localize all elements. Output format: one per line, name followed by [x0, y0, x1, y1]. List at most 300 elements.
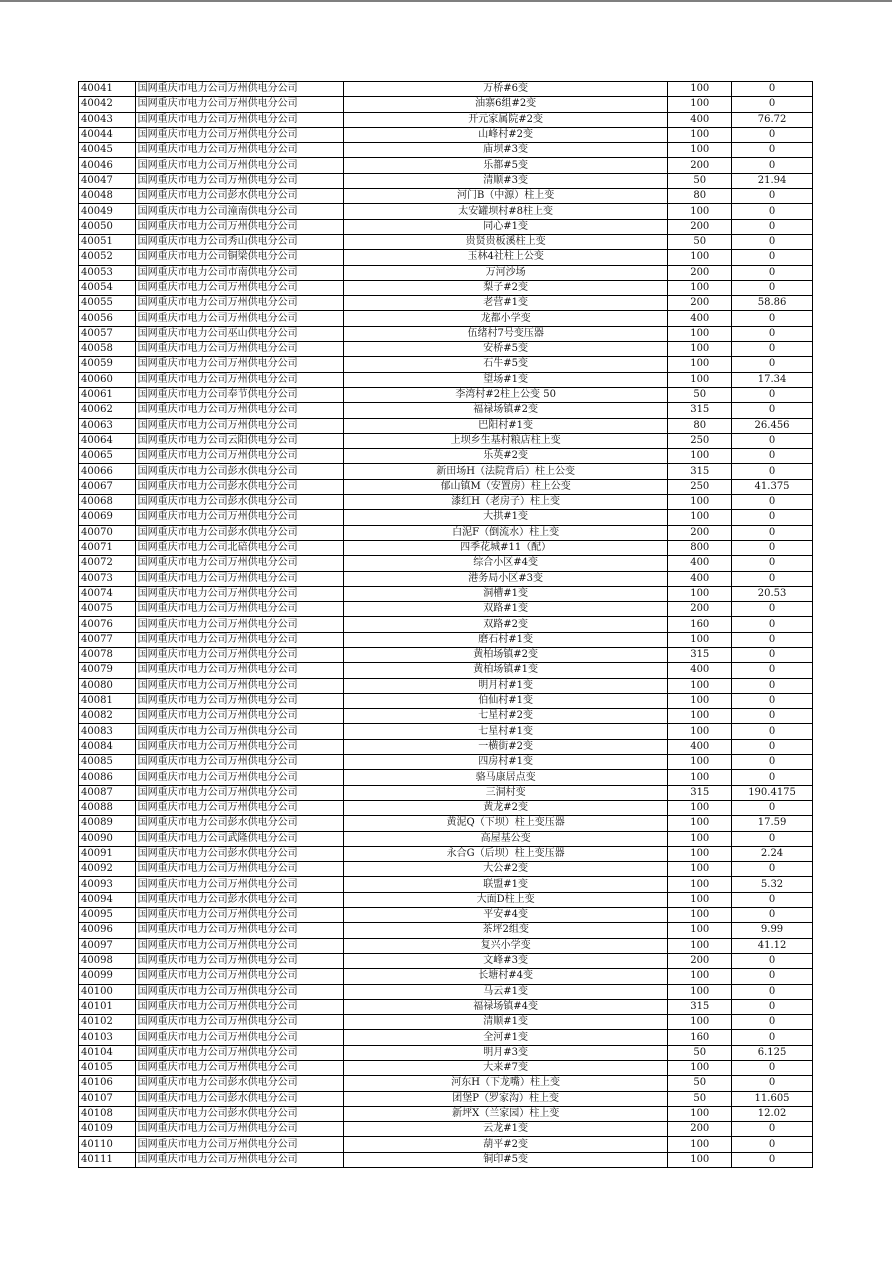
table-row [79, 571, 813, 586]
row-id-cell: 40073 [79, 571, 136, 586]
company-cell: 国网重庆市电力公司万州供电分公司 [135, 127, 343, 142]
row-id-cell: 40057 [79, 326, 136, 341]
transformer-name-cell: 团堡P（罗家沟）柱上变 [343, 1091, 668, 1106]
transformer-name-cell: 巴阳村#1变 [343, 418, 668, 433]
table-row [79, 540, 813, 555]
capacity-cell: 100 [668, 449, 732, 464]
table-row [79, 357, 813, 372]
table-row [79, 418, 813, 433]
table-row [79, 311, 813, 326]
capacity-cell: 100 [668, 816, 732, 831]
table-row [79, 984, 813, 999]
capacity-cell: 80 [668, 189, 732, 204]
value-cell: 0 [732, 617, 813, 632]
row-id-cell: 40050 [79, 219, 136, 234]
transformer-name-cell: 伍绪村7号变压器 [343, 326, 668, 341]
capacity-cell: 100 [668, 1106, 732, 1121]
company-cell: 国网重庆市电力公司万州供电分公司 [135, 158, 343, 173]
row-id-cell: 40047 [79, 173, 136, 188]
capacity-cell: 400 [668, 311, 732, 326]
row-id-cell: 40059 [79, 357, 136, 372]
company-cell: 国网重庆市电力公司万州供电分公司 [135, 342, 343, 357]
row-id-cell: 40089 [79, 816, 136, 831]
value-cell: 0 [732, 969, 813, 984]
value-cell: 0 [732, 755, 813, 770]
row-id-cell: 40053 [79, 265, 136, 280]
company-cell: 国网重庆市电力公司市南供电分公司 [135, 265, 343, 280]
company-cell: 国网重庆市电力公司万州供电分公司 [135, 800, 343, 815]
value-cell: 0 [732, 280, 813, 295]
row-id-cell: 40104 [79, 1045, 136, 1060]
transformer-name-cell: 大公#2变 [343, 862, 668, 877]
value-cell: 0 [732, 387, 813, 402]
company-cell: 国网重庆市电力公司万州供电分公司 [135, 724, 343, 739]
capacity-cell: 100 [668, 586, 732, 601]
company-cell: 国网重庆市电力公司彭水供电分公司 [135, 1106, 343, 1121]
capacity-cell: 100 [668, 831, 732, 846]
company-cell: 国网重庆市电力公司万州供电分公司 [135, 755, 343, 770]
capacity-cell: 100 [668, 800, 732, 815]
table-row [79, 969, 813, 984]
capacity-cell: 100 [668, 82, 732, 97]
table-row [79, 387, 813, 402]
table-row [79, 846, 813, 861]
company-cell: 国网重庆市电力公司云阳供电分公司 [135, 433, 343, 448]
transformer-name-cell: 庙坝#3变 [343, 143, 668, 158]
transformer-name-cell: 石牛#5变 [343, 357, 668, 372]
table-row [79, 219, 813, 234]
capacity-cell: 250 [668, 433, 732, 448]
company-cell: 国网重庆市电力公司彭水供电分公司 [135, 892, 343, 907]
transformer-name-cell: 黄龙#2变 [343, 800, 668, 815]
row-id-cell: 40045 [79, 143, 136, 158]
company-cell: 国网重庆市电力公司万州供电分公司 [135, 678, 343, 693]
row-id-cell: 40072 [79, 556, 136, 571]
capacity-cell: 200 [668, 265, 732, 280]
company-cell: 国网重庆市电力公司万州供电分公司 [135, 296, 343, 311]
transformer-name-cell: 大拱#1变 [343, 510, 668, 525]
value-cell: 0 [732, 770, 813, 785]
table-row [79, 326, 813, 341]
table-row [79, 112, 813, 127]
row-id-cell: 40069 [79, 510, 136, 525]
company-cell: 国网重庆市电力公司万州供电分公司 [135, 862, 343, 877]
transformer-name-cell: 明月村#1变 [343, 678, 668, 693]
value-cell: 0 [732, 632, 813, 647]
value-cell: 9.99 [732, 923, 813, 938]
table-row [79, 892, 813, 907]
transformer-name-cell: 福禄场镇#2变 [343, 403, 668, 418]
value-cell: 41.12 [732, 938, 813, 953]
capacity-cell: 400 [668, 112, 732, 127]
capacity-cell: 100 [668, 495, 732, 510]
company-cell: 国网重庆市电力公司彭水供电分公司 [135, 525, 343, 540]
table-row [79, 663, 813, 678]
capacity-cell: 100 [668, 1152, 732, 1167]
company-cell: 国网重庆市电力公司万州供电分公司 [135, 418, 343, 433]
row-id-cell: 40075 [79, 602, 136, 617]
row-id-cell: 40087 [79, 785, 136, 800]
row-id-cell: 40110 [79, 1137, 136, 1152]
table-row [79, 1045, 813, 1060]
transformer-name-cell: 李湾村#2柱上公变 50 [343, 387, 668, 402]
table-row [79, 479, 813, 494]
row-id-cell: 40101 [79, 999, 136, 1014]
capacity-cell: 50 [668, 387, 732, 402]
capacity-cell: 100 [668, 724, 732, 739]
value-cell: 0 [732, 495, 813, 510]
table-row [79, 617, 813, 632]
company-cell: 国网重庆市电力公司潼南供电分公司 [135, 204, 343, 219]
row-id-cell: 40093 [79, 877, 136, 892]
company-cell: 国网重庆市电力公司万州供电分公司 [135, 449, 343, 464]
value-cell: 0 [732, 800, 813, 815]
value-cell: 5.32 [732, 877, 813, 892]
transformer-name-cell: 乐英#2变 [343, 449, 668, 464]
capacity-cell: 200 [668, 953, 732, 968]
row-id-cell: 40056 [79, 311, 136, 326]
table-row [79, 82, 813, 97]
capacity-cell: 800 [668, 540, 732, 555]
transformer-name-cell: 马云#1变 [343, 984, 668, 999]
transformer-name-cell: 洞槽#1变 [343, 586, 668, 601]
value-cell: 0 [732, 693, 813, 708]
table-row [79, 693, 813, 708]
table-row [79, 1137, 813, 1152]
transformer-name-cell: 黄柏场镇#1变 [343, 663, 668, 678]
company-cell: 国网重庆市电力公司彭水供电分公司 [135, 816, 343, 831]
capacity-cell: 100 [668, 1015, 732, 1030]
capacity-cell: 100 [668, 357, 732, 372]
transformer-name-cell: 伯仙村#1变 [343, 693, 668, 708]
transformer-table [78, 81, 813, 1168]
value-cell: 0 [732, 678, 813, 693]
row-id-cell: 40044 [79, 127, 136, 142]
table-row [79, 1030, 813, 1045]
row-id-cell: 40084 [79, 739, 136, 754]
row-id-cell: 40077 [79, 632, 136, 647]
row-id-cell: 40105 [79, 1061, 136, 1076]
company-cell: 国网重庆市电力公司铜梁供电分公司 [135, 250, 343, 265]
transformer-name-cell: 茶坪2组变 [343, 923, 668, 938]
transformer-name-cell: 永合G（后坝）柱上变压器 [343, 846, 668, 861]
value-cell: 0 [732, 265, 813, 280]
value-cell: 0 [732, 984, 813, 999]
company-cell: 国网重庆市电力公司万州供电分公司 [135, 219, 343, 234]
transformer-name-cell: 双路#1变 [343, 602, 668, 617]
row-id-cell: 40054 [79, 280, 136, 295]
table-row [79, 1106, 813, 1121]
capacity-cell: 315 [668, 999, 732, 1014]
company-cell: 国网重庆市电力公司万州供电分公司 [135, 357, 343, 372]
row-id-cell: 40046 [79, 158, 136, 173]
company-cell: 国网重庆市电力公司万州供电分公司 [135, 663, 343, 678]
transformer-name-cell: 贵贤贵板溪柱上变 [343, 234, 668, 249]
capacity-cell: 400 [668, 739, 732, 754]
capacity-cell: 100 [668, 969, 732, 984]
value-cell: 0 [732, 953, 813, 968]
value-cell: 0 [732, 999, 813, 1014]
transformer-name-cell: 漆红H（老房子）柱上变 [343, 495, 668, 510]
value-cell: 0 [732, 1076, 813, 1091]
row-id-cell: 40103 [79, 1030, 136, 1045]
value-cell: 17.34 [732, 372, 813, 387]
company-cell: 国网重庆市电力公司万州供电分公司 [135, 923, 343, 938]
row-id-cell: 40055 [79, 296, 136, 311]
company-cell: 国网重庆市电力公司万州供电分公司 [135, 311, 343, 326]
table-row [79, 296, 813, 311]
row-id-cell: 40108 [79, 1106, 136, 1121]
capacity-cell: 100 [668, 770, 732, 785]
table-row [79, 97, 813, 112]
capacity-cell: 160 [668, 617, 732, 632]
table-row [79, 785, 813, 800]
company-cell: 国网重庆市电力公司万州供电分公司 [135, 953, 343, 968]
capacity-cell: 50 [668, 1045, 732, 1060]
transformer-name-cell: 黄柏场镇#2变 [343, 647, 668, 662]
capacity-cell: 400 [668, 571, 732, 586]
row-id-cell: 40062 [79, 403, 136, 418]
value-cell: 0 [732, 158, 813, 173]
row-id-cell: 40049 [79, 204, 136, 219]
table-row [79, 464, 813, 479]
company-cell: 国网重庆市电力公司奉节供电分公司 [135, 387, 343, 402]
capacity-cell: 100 [668, 846, 732, 861]
company-cell: 国网重庆市电力公司万州供电分公司 [135, 938, 343, 953]
row-id-cell: 40043 [79, 112, 136, 127]
table-row [79, 953, 813, 968]
table-row [79, 1076, 813, 1091]
value-cell: 20.53 [732, 586, 813, 601]
transformer-name-cell: 港务局小区#3变 [343, 571, 668, 586]
value-cell: 0 [732, 908, 813, 923]
company-cell: 国网重庆市电力公司万州供电分公司 [135, 586, 343, 601]
transformer-name-cell: 油寨6组#2变 [343, 97, 668, 112]
transformer-name-cell: 葫平#2变 [343, 1137, 668, 1152]
value-cell: 0 [732, 892, 813, 907]
transformer-name-cell: 望场#1变 [343, 372, 668, 387]
table-row [79, 586, 813, 601]
value-cell: 0 [732, 571, 813, 586]
value-cell: 0 [732, 647, 813, 662]
table-row [79, 755, 813, 770]
value-cell: 0 [732, 724, 813, 739]
company-cell: 国网重庆市电力公司万州供电分公司 [135, 280, 343, 295]
transformer-name-cell: 七星村#2变 [343, 709, 668, 724]
row-id-cell: 40079 [79, 663, 136, 678]
company-cell: 国网重庆市电力公司万州供电分公司 [135, 1061, 343, 1076]
company-cell: 国网重庆市电力公司彭水供电分公司 [135, 495, 343, 510]
table-row [79, 678, 813, 693]
transformer-name-cell: 山峰村#2变 [343, 127, 668, 142]
table-row [79, 204, 813, 219]
row-id-cell: 40106 [79, 1076, 136, 1091]
capacity-cell: 100 [668, 342, 732, 357]
table-row [79, 173, 813, 188]
capacity-cell: 100 [668, 908, 732, 923]
company-cell: 国网重庆市电力公司万州供电分公司 [135, 571, 343, 586]
table-row [79, 510, 813, 525]
capacity-cell: 315 [668, 647, 732, 662]
transformer-name-cell: 大面D柱上变 [343, 892, 668, 907]
table-row [79, 632, 813, 647]
value-cell: 0 [732, 1061, 813, 1076]
transformer-name-cell: 梨子#2变 [343, 280, 668, 295]
capacity-cell: 100 [668, 510, 732, 525]
table-row [79, 1015, 813, 1030]
table-row [79, 403, 813, 418]
value-cell: 2.24 [732, 846, 813, 861]
transformer-name-cell: 四季花城#11（配） [343, 540, 668, 555]
value-cell: 21.94 [732, 173, 813, 188]
value-cell: 0 [732, 433, 813, 448]
company-cell: 国网重庆市电力公司万州供电分公司 [135, 617, 343, 632]
value-cell: 76.72 [732, 112, 813, 127]
table-row [79, 265, 813, 280]
table-row [79, 433, 813, 448]
company-cell: 国网重庆市电力公司万州供电分公司 [135, 969, 343, 984]
capacity-cell: 200 [668, 525, 732, 540]
transformer-name-cell: 清顺#3变 [343, 173, 668, 188]
table-row [79, 143, 813, 158]
company-cell: 国网重庆市电力公司万州供电分公司 [135, 510, 343, 525]
row-id-cell: 40081 [79, 693, 136, 708]
row-id-cell: 40080 [79, 678, 136, 693]
value-cell: 0 [732, 709, 813, 724]
row-id-cell: 40088 [79, 800, 136, 815]
table-row [79, 862, 813, 877]
row-id-cell: 40109 [79, 1122, 136, 1137]
company-cell: 国网重庆市电力公司万州供电分公司 [135, 999, 343, 1014]
table-row [79, 602, 813, 617]
table-row [79, 158, 813, 173]
row-id-cell: 40042 [79, 97, 136, 112]
capacity-cell: 100 [668, 923, 732, 938]
value-cell: 0 [732, 510, 813, 525]
value-cell: 0 [732, 540, 813, 555]
transformer-name-cell: 文峰#3变 [343, 953, 668, 968]
value-cell: 26.456 [732, 418, 813, 433]
row-id-cell: 40068 [79, 495, 136, 510]
row-id-cell: 40066 [79, 464, 136, 479]
capacity-cell: 50 [668, 1091, 732, 1106]
row-id-cell: 40060 [79, 372, 136, 387]
capacity-cell: 100 [668, 693, 732, 708]
capacity-cell: 100 [668, 709, 732, 724]
transformer-name-cell: 郁山镇M（安置房）柱上公变 [343, 479, 668, 494]
capacity-cell: 100 [668, 984, 732, 999]
company-cell: 国网重庆市电力公司万州供电分公司 [135, 82, 343, 97]
transformer-name-cell: 清顺#1变 [343, 1015, 668, 1030]
table-row [79, 908, 813, 923]
capacity-cell: 50 [668, 173, 732, 188]
transformer-name-cell: 综合小区#4变 [343, 556, 668, 571]
transformer-name-cell: 开元家属院#2变 [343, 112, 668, 127]
company-cell: 国网重庆市电力公司万州供电分公司 [135, 877, 343, 892]
transformer-name-cell: 双路#2变 [343, 617, 668, 632]
row-id-cell: 40076 [79, 617, 136, 632]
company-cell: 国网重庆市电力公司万州供电分公司 [135, 372, 343, 387]
transformer-name-cell: 七星村#1变 [343, 724, 668, 739]
capacity-cell: 100 [668, 326, 732, 341]
capacity-cell: 315 [668, 785, 732, 800]
company-cell: 国网重庆市电力公司万州供电分公司 [135, 632, 343, 647]
row-id-cell: 40098 [79, 953, 136, 968]
value-cell: 0 [732, 250, 813, 265]
table-row [79, 342, 813, 357]
transformer-name-cell: 万河沙场 [343, 265, 668, 280]
value-cell: 0 [732, 219, 813, 234]
capacity-cell: 100 [668, 204, 732, 219]
value-cell: 0 [732, 862, 813, 877]
capacity-cell: 100 [668, 1061, 732, 1076]
capacity-cell: 100 [668, 280, 732, 295]
capacity-cell: 400 [668, 663, 732, 678]
capacity-cell: 200 [668, 158, 732, 173]
capacity-cell: 100 [668, 877, 732, 892]
transformer-name-cell: 上坝乡生基村粮店柱上变 [343, 433, 668, 448]
row-id-cell: 40097 [79, 938, 136, 953]
table-row [79, 1152, 813, 1167]
transformer-name-cell: 平安#4变 [343, 908, 668, 923]
row-id-cell: 40061 [79, 387, 136, 402]
company-cell: 国网重庆市电力公司彭水供电分公司 [135, 846, 343, 861]
company-cell: 国网重庆市电力公司万州供电分公司 [135, 709, 343, 724]
company-cell: 国网重庆市电力公司万州供电分公司 [135, 739, 343, 754]
table-row [79, 1061, 813, 1076]
page-top-rule [0, 0, 892, 2]
transformer-name-cell: 四房村#1变 [343, 755, 668, 770]
row-id-cell: 40065 [79, 449, 136, 464]
transformer-name-cell: 新田场H（法院背后）柱上公变 [343, 464, 668, 479]
company-cell: 国网重庆市电力公司万州供电分公司 [135, 1015, 343, 1030]
transformer-name-cell: 乐都#5变 [343, 158, 668, 173]
value-cell: 12.02 [732, 1106, 813, 1121]
value-cell: 0 [732, 97, 813, 112]
row-id-cell: 40071 [79, 540, 136, 555]
row-id-cell: 40063 [79, 418, 136, 433]
value-cell: 0 [732, 127, 813, 142]
capacity-cell: 100 [668, 632, 732, 647]
transformer-name-cell: 大来#7变 [343, 1061, 668, 1076]
table-row [79, 816, 813, 831]
transformer-name-cell: 河门B（中源）柱上变 [343, 189, 668, 204]
capacity-cell: 315 [668, 464, 732, 479]
transformer-name-cell: 一横街#2变 [343, 739, 668, 754]
table-body [79, 82, 813, 1168]
table-row [79, 770, 813, 785]
company-cell: 国网重庆市电力公司巫山供电分公司 [135, 326, 343, 341]
company-cell: 国网重庆市电力公司万州供电分公司 [135, 647, 343, 662]
table-row [79, 647, 813, 662]
row-id-cell: 40082 [79, 709, 136, 724]
capacity-cell: 200 [668, 296, 732, 311]
company-cell: 国网重庆市电力公司彭水供电分公司 [135, 464, 343, 479]
value-cell: 0 [732, 602, 813, 617]
value-cell: 0 [732, 449, 813, 464]
table-row [79, 724, 813, 739]
transformer-name-cell: 白泥F（倒流水）柱上变 [343, 525, 668, 540]
capacity-cell: 100 [668, 1137, 732, 1152]
transformer-name-cell: 明月#3变 [343, 1045, 668, 1060]
table-row [79, 556, 813, 571]
company-cell: 国网重庆市电力公司彭水供电分公司 [135, 479, 343, 494]
transformer-name-cell: 新坪X（兰家园）柱上变 [343, 1106, 668, 1121]
row-id-cell: 40070 [79, 525, 136, 540]
row-id-cell: 40064 [79, 433, 136, 448]
company-cell: 国网重庆市电力公司北碚供电分公司 [135, 540, 343, 555]
capacity-cell: 100 [668, 755, 732, 770]
